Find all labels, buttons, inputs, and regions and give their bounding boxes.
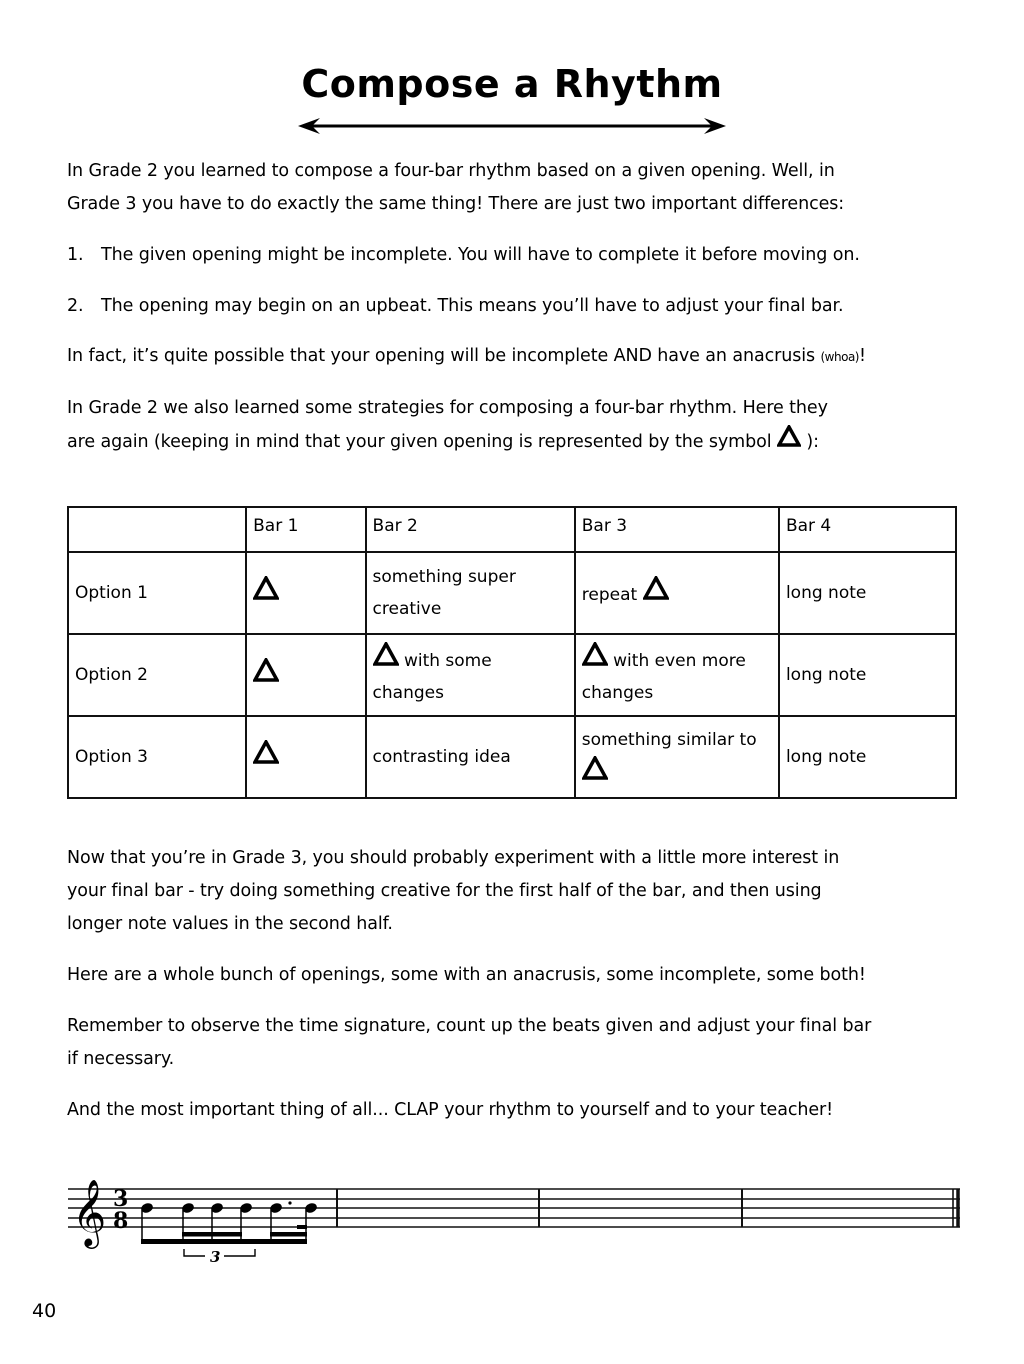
final-bar-line-1: Now that you’re in Grade 3, you should probably experiment with a little more interest in — [67, 848, 840, 868]
option-label: Option 3 — [68, 716, 246, 798]
header-cell-bar4: Bar 4 — [779, 507, 956, 552]
header-cell-empty — [68, 507, 246, 552]
triangle-delta-icon — [777, 425, 801, 447]
strategies-text: are again (keeping in mind that your given opening is represented by the symbol — [67, 432, 777, 452]
triangle-delta-icon — [373, 642, 399, 666]
option-label: Option 1 — [68, 552, 246, 634]
strategies-paragraph — [67, 392, 967, 459]
header-cell-bar3: Bar 3 — [575, 507, 779, 552]
bar2-cell: something super creative — [366, 552, 575, 634]
bar1-cell — [246, 716, 365, 798]
table-row — [68, 716, 956, 798]
tuplet-number: 3 — [210, 1248, 221, 1266]
list-item-1 — [67, 239, 967, 272]
triangle-delta-icon — [253, 740, 279, 764]
list-text: The given opening might be incomplete. You will have to complete it before moving on. — [101, 245, 860, 265]
intro-line-2: Grade 3 you have to do exactly the same thing! There are just two important differences: — [67, 194, 845, 214]
remember-line-1: Remember to observe the time signature, count up the beats given and adjust your final bar — [67, 1016, 872, 1036]
anacrusis-text: In fact, it’s quite possible that your opening will be incomplete AND have an anacrusis — [67, 346, 821, 366]
list-number: 1. — [67, 245, 84, 265]
bar2-cell: contrasting idea — [366, 716, 575, 798]
intro-paragraph — [67, 155, 967, 221]
triangle-delta-icon — [582, 756, 608, 780]
option-label: Option 2 — [68, 634, 246, 716]
staff-lines — [68, 1189, 960, 1227]
anacrusis-paragraph — [67, 340, 967, 374]
table-row — [68, 634, 956, 716]
bar4-cell: long note — [779, 552, 956, 634]
bar3-cell — [575, 634, 779, 716]
bar1-cell — [246, 552, 365, 634]
bar3-text: repeat — [581, 584, 638, 605]
page-title: Compose a Rhythm — [301, 62, 723, 106]
list-item-2 — [67, 290, 967, 323]
bar3-cell — [575, 716, 779, 798]
bar2-cell — [366, 634, 575, 716]
openings-paragraph: Here are a whole bunch of openings, some with an anacrusis, some incomplete, some both! — [67, 965, 866, 985]
treble-clef-icon: 𝄞 — [72, 1178, 107, 1246]
list-text: The opening may begin on an upbeat. This means you’ll have to adjust your final bar. — [101, 296, 844, 316]
strategies-line-1: In Grade 2 we also learned some strategies for composing a four-bar rhythm. Here they — [67, 398, 828, 418]
strategy-table — [67, 506, 957, 799]
header-cell-bar1: Bar 1 — [246, 507, 365, 552]
final-bar-paragraph — [67, 842, 967, 941]
triangle-delta-icon — [253, 576, 279, 600]
double-arrow-icon — [298, 116, 726, 136]
time-signature-bottom: 8 — [113, 1208, 129, 1234]
whoa-aside: (whoa) — [820, 350, 859, 364]
intro-line-1: In Grade 2 you learned to compose a four-bar rhythm based on a given opening. Well, in — [67, 161, 835, 181]
triangle-delta-icon — [253, 658, 279, 682]
bar2-text: with some changes — [372, 650, 492, 703]
beams — [141, 1225, 307, 1244]
bar1-cell — [246, 634, 365, 716]
page-number: 40 — [32, 1300, 57, 1322]
triangle-delta-icon — [582, 642, 608, 666]
clap-paragraph: And the most important thing of all... CLAP your rhythm to yourself and to your teacher! — [67, 1100, 834, 1120]
header-cell-bar2: Bar 2 — [366, 507, 575, 552]
final-bar-line-3: longer note values in the second half. — [67, 914, 393, 934]
bar4-cell: long note — [779, 634, 956, 716]
strategies-line-2 — [67, 425, 967, 459]
bar3-cell — [575, 552, 779, 634]
list-number: 2. — [67, 296, 84, 316]
remember-paragraph — [67, 1010, 967, 1076]
exclamation: ! — [858, 346, 866, 366]
table-header-row — [68, 507, 956, 552]
strategies-text-end: ): — [800, 432, 819, 452]
table-row — [68, 552, 956, 634]
bar4-cell: long note — [779, 716, 956, 798]
triangle-delta-icon — [643, 576, 669, 600]
remember-line-2: if necessary. — [67, 1049, 175, 1069]
bar3-text: with even more changes — [581, 650, 746, 703]
music-staff — [0, 1150, 1024, 1270]
bar3-text: something similar to — [581, 729, 757, 750]
final-bar-line-2: your final bar - try doing something creative for the first half of the bar, and then using — [67, 881, 822, 901]
time-signature-top: 3 — [113, 1186, 129, 1212]
